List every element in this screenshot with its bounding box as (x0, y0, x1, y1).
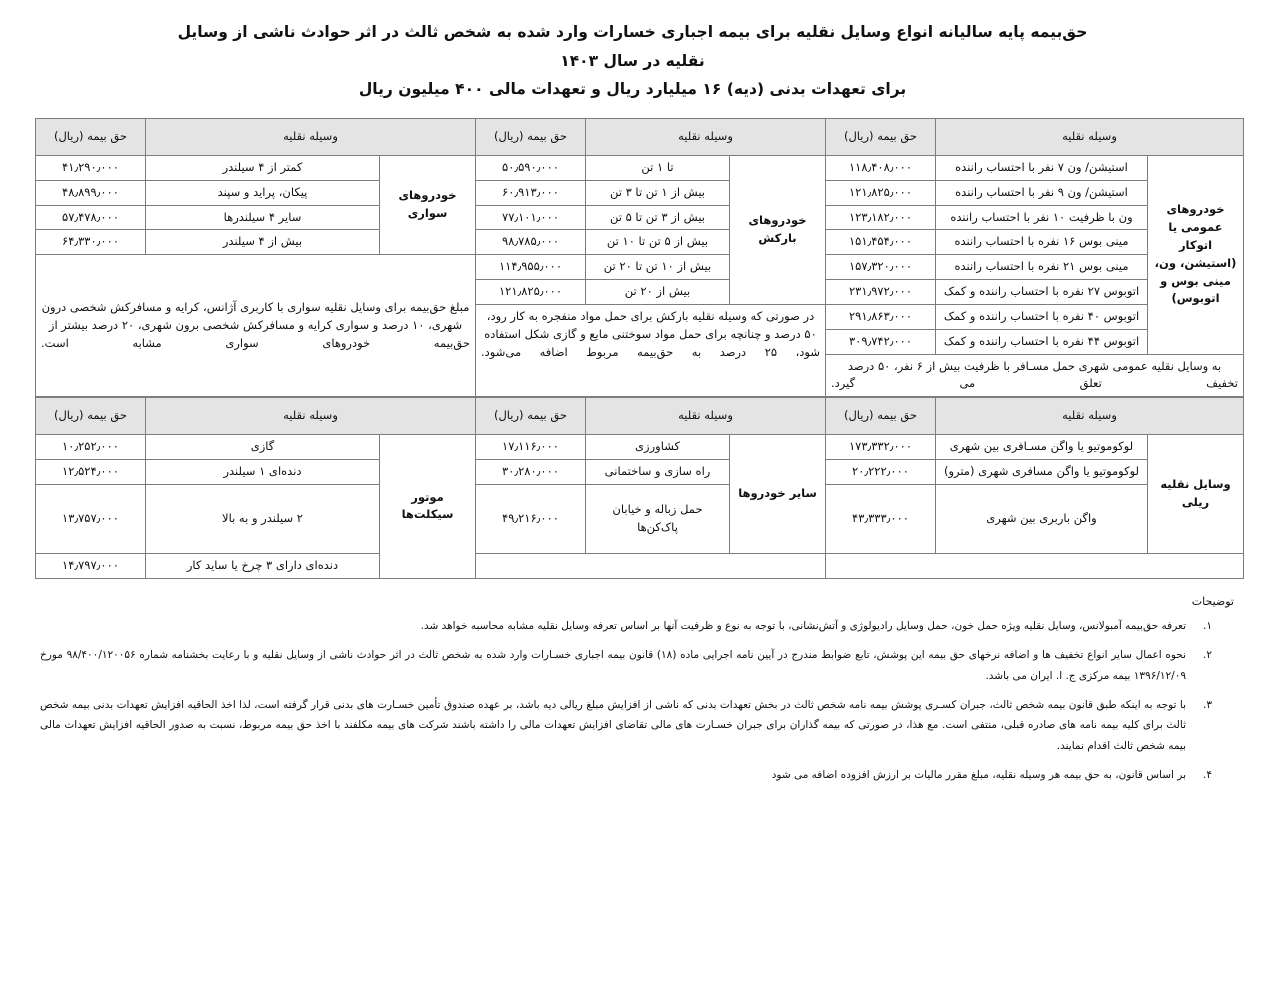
col-header-vehicle-motorcycle: وسیله نقلیه (146, 398, 476, 435)
premium-rail-1: ۱۷۳٫۳۳۲٫۰۰۰ (826, 435, 936, 460)
vehicle-public-4: مینی بوس ۱۶ نفره با احتساب راننده (936, 230, 1148, 255)
rail-empty-cell (826, 553, 1244, 578)
table-row (36, 553, 1244, 578)
table-row (36, 205, 1244, 230)
vehicle-other-2: راه سازی و ساختمانی (586, 459, 730, 484)
explanation-item-3: ۳. با توجه به اینکه طبق قانون بیمه شخص ثالث، جبران کسـری پوشش بیمه نامه شخص ثالث در بخش تعهدات بدنی که ناشی از افزایش مبلغ ریالی دیه باشد، بر عهده صندوق تأمین خسـارت های بدنی قرار گرفته است، لذا اخذ الحاقیه افزایش تعهدات بدنی بیمه شخص ثالث برای کلیه بیمه نامه های صادره قبلی، منتفی است. مع هذا، در صورتی که بیمه گذاران برای جبران خسـارت های مالی تقاضای افزایش تعهدات مالی را داشته باشند شرکت های بیمه مکلفند با اخذ حق بیمه مربوط، نسبت به صدور الحاقیه افزایش تعهدات مالی بیمه شخص ثالث اقدام نمایند. (40, 695, 1212, 756)
premium-public-1: ۱۱۸٫۴۰۸٫۰۰۰ (826, 156, 936, 181)
vehicle-rail-3: واگن باربری بین شهری (936, 484, 1148, 553)
premium-passenger-4: ۶۴٫۳۳۰٫۰۰۰ (36, 230, 146, 255)
vehicle-public-8: اتوبوس ۴۴ نفره با احتساب راننده و کمک (936, 329, 1148, 354)
vehicle-cargo-3: بیش از ۳ تن تا ۵ تن (586, 205, 730, 230)
vehicle-cargo-1: تا ۱ تن (586, 156, 730, 181)
premium-cargo-1: ۵۰٫۵۹۰٫۰۰۰ (476, 156, 586, 181)
vehicle-cargo-4: بیش از ۵ تن تا ۱۰ تن (586, 230, 730, 255)
premium-passenger-1: ۴۱٫۲۹۰٫۰۰۰ (36, 156, 146, 181)
premium-other-2: ۳۰٫۲۸۰٫۰۰۰ (476, 459, 586, 484)
group-label-passenger-cars: خودروهای سواری (380, 156, 476, 255)
explanation-item-4: ۴. بر اساس قانون، به حق بیمه هر وسیله نقلیه، مبلغ مقرر مالیات بر ارزش افزوده اضافه می شود (40, 765, 1212, 785)
tariff-table-upper-wrapper (36, 118, 1244, 397)
vehicle-public-5: مینی بوس ۲۱ نفره با احتساب راننده (936, 255, 1148, 280)
vehicle-motorcycle-3: ۲ سیلندر و به بالا (146, 484, 380, 553)
page-title (0, 0, 1280, 104)
vehicle-motorcycle-4: دنده‌ای دارای ۳ چرخ یا ساید کار (146, 553, 380, 578)
vehicle-public-7: اتوبوس ۴۰ نفره با احتساب راننده و کمک (936, 304, 1148, 329)
tariff-table-lower-wrapper (36, 397, 1244, 578)
premium-cargo-5: ۱۱۴٫۹۵۵٫۰۰۰ (476, 255, 586, 280)
col-header-premium-motorcycle: حق بیمه (ریال) (36, 398, 146, 435)
table-row (36, 156, 1244, 181)
premium-motorcycle-1: ۱۰٫۲۵۲٫۰۰۰ (36, 435, 146, 460)
vehicle-motorcycle-2: دنده‌ای ۱ سیلندر (146, 459, 380, 484)
table-row (36, 180, 1244, 205)
title-line-2: برای تعهدات بدنی (دیه) ۱۶ میلیارد ریال و تعهدات مالی ۴۰۰ میلیون ریال (358, 80, 907, 99)
premium-public-6: ۲۳۱٫۹۷۲٫۰۰۰ (826, 280, 936, 305)
vehicle-cargo-5: بیش از ۱۰ تن تا ۲۰ تن (586, 255, 730, 280)
premium-public-8: ۳۰۹٫۷۴۲٫۰۰۰ (826, 329, 936, 354)
premium-cargo-6: ۱۲۱٫۸۲۵٫۰۰۰ (476, 280, 586, 305)
premium-public-7: ۲۹۱٫۸۶۳٫۰۰۰ (826, 304, 936, 329)
vehicle-cargo-2: بیش از ۱ تن تا ۳ تن (586, 180, 730, 205)
premium-motorcycle-4: ۱۴٫۷۹۷٫۰۰۰ (36, 553, 146, 578)
col-header-premium-public: حق بیمه (ریال) (826, 119, 936, 156)
group-label-motorcycles: موتور سیکلت‌ها (380, 435, 476, 578)
vehicle-motorcycle-1: گازی (146, 435, 380, 460)
vehicle-cargo-6: بیش از ۲۰ تن (586, 280, 730, 305)
note-public-vehicles: به وسایل نقلیه عمومی شهری حمل مسـافر با ظرفیت بیش از ۶ نفر، ۵۰ درصد تخفیف تعلق می گیرد. (826, 354, 1244, 397)
explanation-item-1: ۱. تعرفه حق‌بیمه آمبولانس، وسایل نقلیه ویژه حمل خون، حمل وسایل رادیولوژی و آتش‌نشانی، با توجه به نوع و ظرفیت آنها بر اساس تعرفه وسایل نقلیه مشابه محاسبه خواهد شد. (40, 616, 1212, 636)
vehicle-public-1: استیشن/ ون ۷ نفر با احتساب راننده (936, 156, 1148, 181)
col-header-vehicle-passenger: وسیله نقلیه (146, 119, 476, 156)
tariff-table-lower (35, 397, 1244, 578)
premium-other-3: ۴۹٫۲۱۶٫۰۰۰ (476, 484, 586, 553)
premium-cargo-3: ۷۷٫۱۰۱٫۰۰۰ (476, 205, 586, 230)
premium-passenger-3: ۵۷٫۴۷۸٫۰۰۰ (36, 205, 146, 230)
premium-cargo-2: ۶۰٫۹۱۳٫۰۰۰ (476, 180, 586, 205)
premium-other-1: ۱۷٫۱۱۶٫۰۰۰ (476, 435, 586, 460)
vehicle-public-2: استیشن/ ون ۹ نفر با احتساب راننده (936, 180, 1148, 205)
col-header-vehicle-other: وسیله نقلیه (586, 398, 826, 435)
table-row (36, 435, 1244, 460)
table-row (36, 255, 1244, 280)
premium-rail-3: ۴۳٫۳۳۳٫۰۰۰ (826, 484, 936, 553)
other-empty-cell (476, 553, 826, 578)
note-cargo-vehicles: در صورتی که وسیله نقلیه بارکش برای حمل مواد منفجره به کار رود، ۵۰ درصد و چنانچه برای حمل مواد سوختنی مایع و گازی شکل استفاده شود، ۲۵ درصد به حق‌بیمه مربوط اضافه می‌شود. (476, 304, 826, 396)
title-line-1: حق‌بیمه پایه سالیانه انواع وسایل نقلیه برای بیمه اجباری خسارات وارد شده به شخص ثالث در اثر حوادث ناشی از وسایل نقلیه در سال ۱۴۰۳ (177, 23, 1088, 70)
col-header-premium-cargo: حق بیمه (ریال) (476, 119, 586, 156)
table-row (36, 484, 1244, 553)
vehicle-passenger-4: بیش از ۴ سیلندر (146, 230, 380, 255)
premium-rail-2: ۲۰٫۲۲۲٫۰۰۰ (826, 459, 936, 484)
vehicle-passenger-3: سایر ۴ سیلندرها (146, 205, 380, 230)
premium-passenger-2: ۴۸٫۸۹۹٫۰۰۰ (36, 180, 146, 205)
table-row (36, 459, 1244, 484)
col-header-vehicle-rail: وسیله نقلیه (936, 398, 1244, 435)
group-label-public-vehicles: خودروهای عمومی یا اتوکار (استیشن، ون، مینی بوس و اتوبوس) (1148, 156, 1244, 355)
premium-public-3: ۱۲۳٫۱۸۲٫۰۰۰ (826, 205, 936, 230)
explanation-item-2: ۲. نحوه اعمال سایر انواع تخفیف ها و اضافه نرخهای حق بیمه این پوشش، تابع ضوابط مندرج در آیین نامه اجرایی ماده (۱۸) قانون بیمه اجباری خسـارات وارد شده به شخص ثالث در اثر حوادث ناشی از وسایل نقلیه و با رعایت بخشنامه شماره ۹۸/۴۰۰/۱۲۰۰۵۶ مورخ ۱۳۹۶/۱۲/۰۹ بیمه مرکزی ج. ا. ایران می باشد. (40, 645, 1212, 686)
vehicle-other-1: کشاورزی (586, 435, 730, 460)
note-passenger-cars: مبلغ حق‌بیمه برای وسایل نقلیه سواری با کاربری آژانس، کرایه و مسافرکش شخصی درون شهری، ۱۰ درصد و سواری کرایه و مسافرکش شخصی برون شهری، ۲۰ درصد بیشتر از حق‌بیمه خودروهای سواری مشابه است. (36, 255, 476, 397)
vehicle-passenger-2: پیکان، پراید و سپند (146, 180, 380, 205)
premium-cargo-4: ۹۸٫۷۸۵٫۰۰۰ (476, 230, 586, 255)
explanations-heading: توضیحات (1191, 594, 1234, 608)
premium-public-5: ۱۵۷٫۳۲۰٫۰۰۰ (826, 255, 936, 280)
table-header-row (36, 119, 1244, 156)
table-row (36, 230, 1244, 255)
vehicle-other-3: حمل زباله و خیابان پاک‌کن‌ها (586, 484, 730, 553)
premium-motorcycle-3: ۱۳٫۷۵۷٫۰۰۰ (36, 484, 146, 553)
premium-public-2: ۱۲۱٫۸۲۵٫۰۰۰ (826, 180, 936, 205)
group-label-cargo-vehicles: خودروهای بارکش (730, 156, 826, 305)
premium-motorcycle-2: ۱۲٫۵۲۴٫۰۰۰ (36, 459, 146, 484)
col-header-premium-rail: حق بیمه (ریال) (826, 398, 936, 435)
premium-public-4: ۱۵۱٫۴۵۴٫۰۰۰ (826, 230, 936, 255)
col-header-vehicle-public: وسیله نقلیه (936, 119, 1244, 156)
table-header-row (36, 398, 1244, 435)
explanations-section (40, 595, 1240, 786)
group-label-other-vehicles: سایر خودروها (730, 435, 826, 554)
col-header-premium-other: حق بیمه (ریال) (476, 398, 586, 435)
explanations-list (40, 616, 1240, 786)
col-header-premium-passenger: حق بیمه (ریال) (36, 119, 146, 156)
vehicle-passenger-1: کمتر از ۴ سیلندر (146, 156, 380, 181)
group-label-rail-vehicles: وسایل نقلیه ریلی (1148, 435, 1244, 554)
vehicle-rail-2: لوکوموتیو یا واگن مسافری شهری (مترو) (936, 459, 1148, 484)
vehicle-public-3: ون با ظرفیت ۱۰ نفر با احتساب راننده (936, 205, 1148, 230)
tariff-table-upper (35, 118, 1244, 397)
col-header-vehicle-cargo: وسیله نقلیه (586, 119, 826, 156)
vehicle-public-6: اتوبوس ۲۷ نفره با احتساب راننده و کمک (936, 280, 1148, 305)
vehicle-rail-1: لوکوموتیو یا واگن مسـافری بین شهری (936, 435, 1148, 460)
